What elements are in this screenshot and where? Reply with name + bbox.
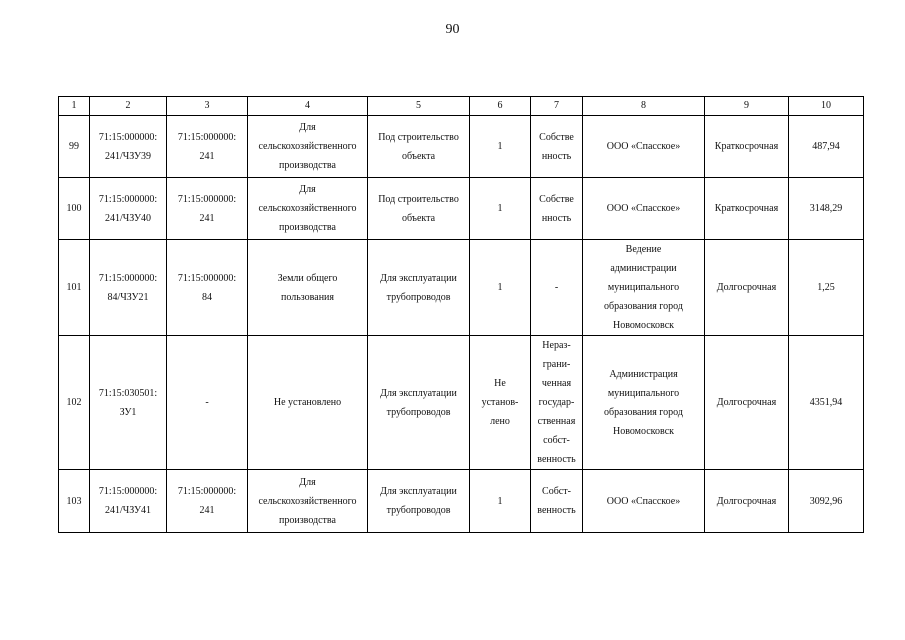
table-row: [59, 336, 864, 470]
table-cell: ООО «Спасское»: [583, 116, 705, 178]
table-cell: Собст- венность: [531, 470, 583, 533]
table-cell: Ведение администрации муниципального образования город Новомосковск: [583, 240, 705, 336]
table-cell: 1: [470, 240, 531, 336]
table-cell: Долгосрочная: [705, 470, 789, 533]
table-cell: Не установлено: [248, 336, 368, 470]
table-cell: Земли общего пользования: [248, 240, 368, 336]
table-cell: 101: [59, 240, 90, 336]
table-cell: Для эксплуатации трубопроводов: [368, 240, 470, 336]
table-cell: 71:15:000000: 241/ЧЗУ40: [90, 178, 167, 240]
table-row: [59, 470, 864, 533]
column-header: 4: [248, 97, 368, 116]
table-cell: 71:15:030501: ЗУ1: [90, 336, 167, 470]
table-cell: 71:15:000000: 84: [167, 240, 248, 336]
table-cell: 3148,29: [789, 178, 864, 240]
table-cell: Краткосрочная: [705, 178, 789, 240]
table-cell: 99: [59, 116, 90, 178]
table-cell: 71:15:000000: 241/ЧЗУ41: [90, 470, 167, 533]
table-cell: Для сельскохозяйственного производства: [248, 470, 368, 533]
column-header: 2: [90, 97, 167, 116]
table-cell: Для эксплуатации трубопроводов: [368, 336, 470, 470]
column-header: 10: [789, 97, 864, 116]
column-header: 5: [368, 97, 470, 116]
table-cell: Долгосрочная: [705, 336, 789, 470]
table-cell: 1: [470, 470, 531, 533]
table-cell: 103: [59, 470, 90, 533]
column-header: 9: [705, 97, 789, 116]
table-cell: 1: [470, 178, 531, 240]
table-row: [59, 240, 864, 336]
table-cell: Нераз- грани- ченная государ- ственная собст- венность: [531, 336, 583, 470]
column-header: 3: [167, 97, 248, 116]
table-row: [59, 178, 864, 240]
table-cell: 1: [470, 116, 531, 178]
table-cell: ООО «Спасское»: [583, 470, 705, 533]
table-cell: 100: [59, 178, 90, 240]
table-cell: Не установ- лено: [470, 336, 531, 470]
table-cell: 487,94: [789, 116, 864, 178]
table-cell: Долгосрочная: [705, 240, 789, 336]
table-cell: 1,25: [789, 240, 864, 336]
column-header: 1: [59, 97, 90, 116]
column-header: 8: [583, 97, 705, 116]
table-cell: Собстве нность: [531, 116, 583, 178]
table-cell: 4351,94: [789, 336, 864, 470]
column-header: 7: [531, 97, 583, 116]
table-cell: 71:15:000000: 241: [167, 470, 248, 533]
table-cell: 71:15:000000: 241/ЧЗУ39: [90, 116, 167, 178]
table-cell: Администрация муниципального образования город Новомосковск: [583, 336, 705, 470]
table-cell: Под строительство объекта: [368, 116, 470, 178]
page-number: 90: [445, 22, 460, 37]
table-cell: 71:15:000000: 241: [167, 178, 248, 240]
column-header: 6: [470, 97, 531, 116]
table-header-row: [59, 97, 864, 116]
table-cell: Для сельскохозяйственного производства: [248, 178, 368, 240]
table-cell: -: [531, 240, 583, 336]
table-cell: Собстве нность: [531, 178, 583, 240]
table-cell: 71:15:000000: 84/ЧЗУ21: [90, 240, 167, 336]
table-cell: Краткосрочная: [705, 116, 789, 178]
table-cell: -: [167, 336, 248, 470]
table-cell: 71:15:000000: 241: [167, 116, 248, 178]
land-plots-table: [58, 96, 864, 533]
table-cell: ООО «Спасское»: [583, 178, 705, 240]
table-cell: 102: [59, 336, 90, 470]
table-cell: Для сельскохозяйственного производства: [248, 116, 368, 178]
table-cell: Для эксплуатации трубопроводов: [368, 470, 470, 533]
table-cell: 3092,96: [789, 470, 864, 533]
table-row: [59, 116, 864, 178]
table-cell: Под строительство объекта: [368, 178, 470, 240]
